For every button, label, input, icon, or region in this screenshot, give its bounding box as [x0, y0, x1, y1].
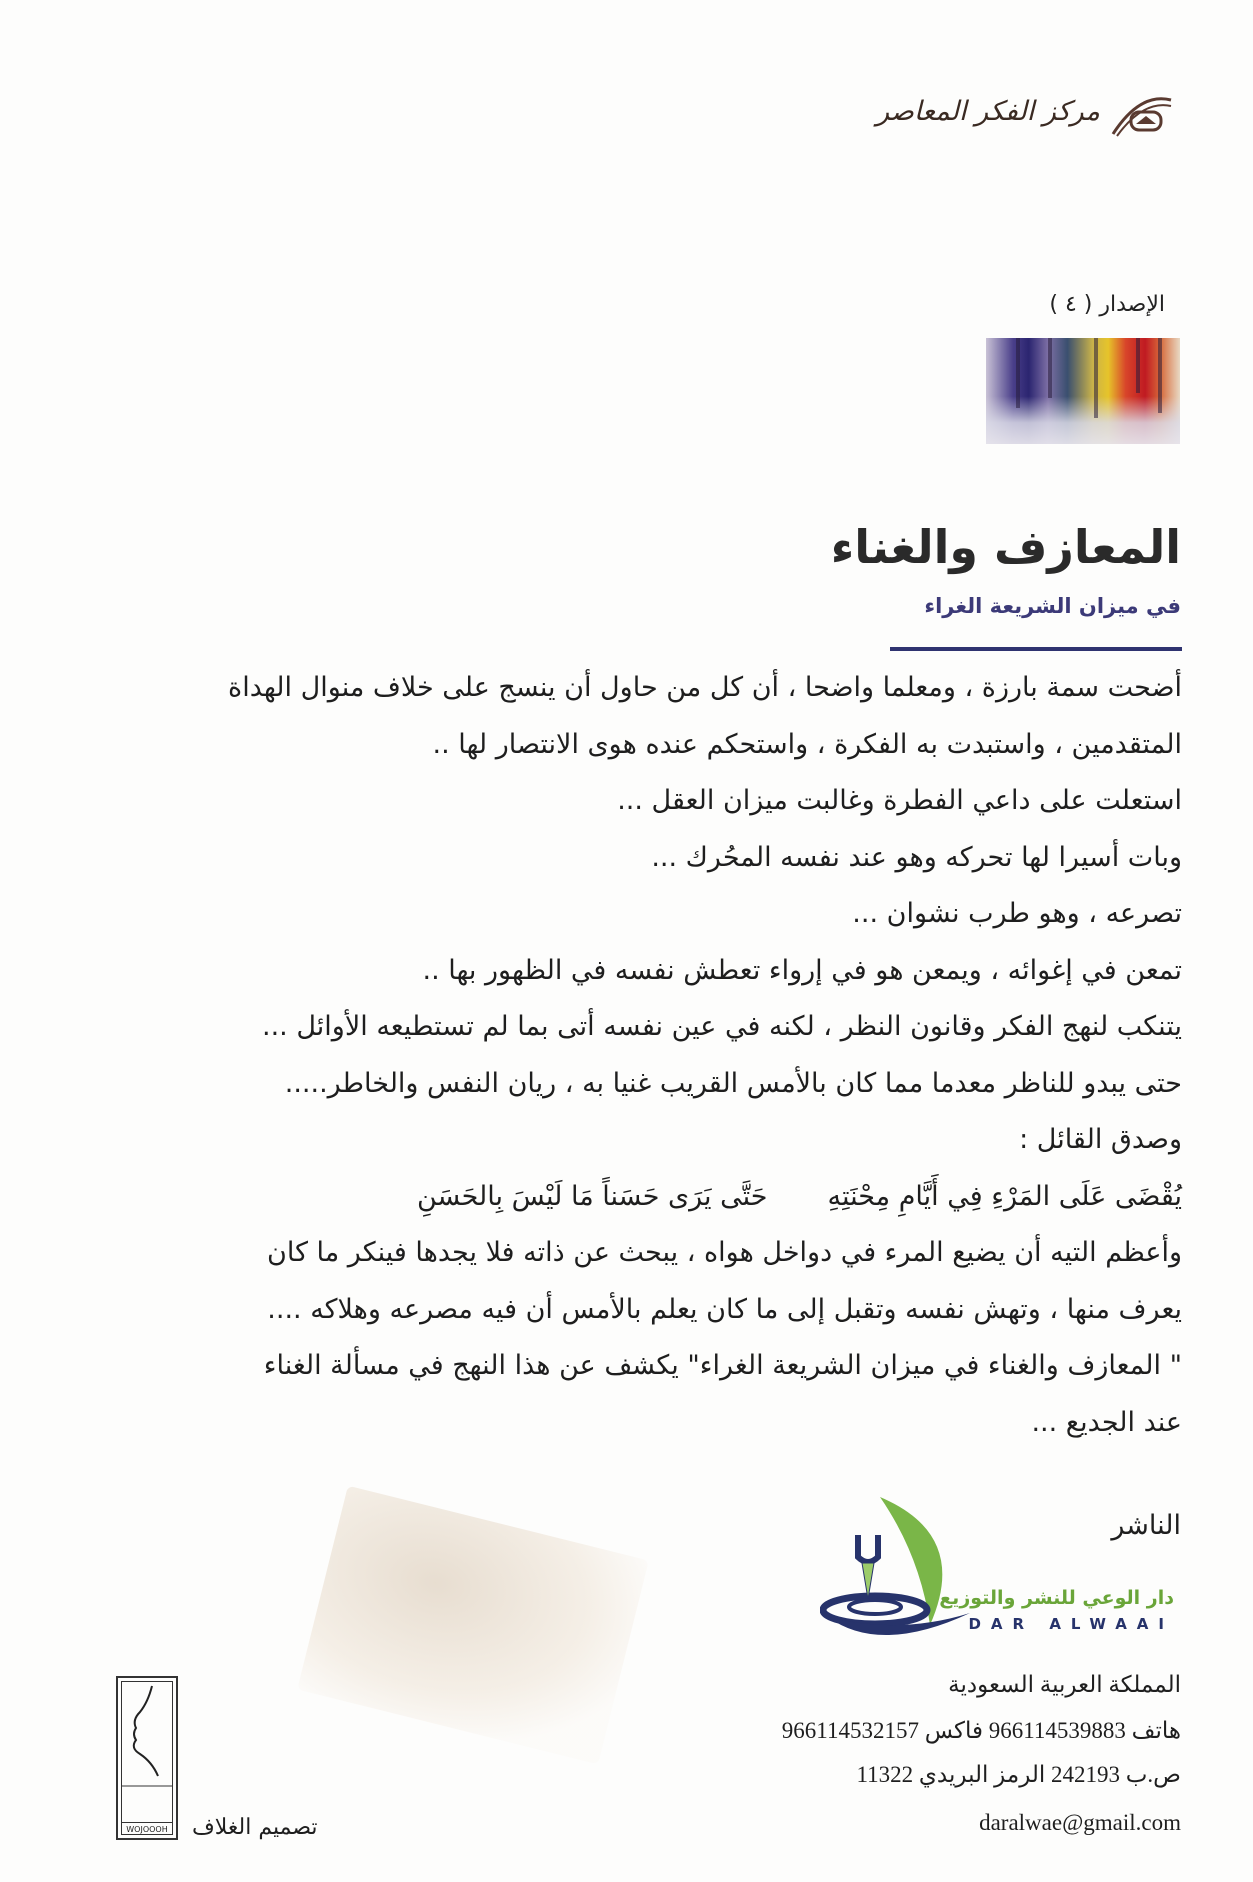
publisher-logo-latin: DAR ALWAAI	[968, 1615, 1174, 1633]
poetry-verse	[278, 1177, 1182, 1234]
blurb-line: أضحت سمة بارزة ، ومعلما واضحا ، أن كل من حاول أن ينسج على خلاف منوال الهداة	[228, 672, 1182, 703]
pen-boat-icon	[820, 1495, 980, 1643]
blurb-line: عند الجديع ...	[1031, 1406, 1182, 1438]
verse-first-hemistich: يُقْضَى عَلَى المَرْءِ فِي أَيَّامِ مِحْنَتِهِ	[827, 1180, 1182, 1212]
blurb-line: حتى يبدو للناظر معدما مما كان بالأمس القريب غنيا به ، ريان النفس والخاطر.....	[284, 1067, 1182, 1099]
blurb-line: وصدق القائل :	[1019, 1124, 1182, 1155]
center-logo-text: مركز الفكر المعاصر	[876, 96, 1100, 127]
center-logo	[876, 92, 1175, 144]
blurb-line: تصرعه ، وهو طرب نشوان ...	[852, 898, 1182, 929]
cover-design-label: تصميم الغلاف	[192, 1815, 318, 1840]
edition-label: الإصدار ( ٤ )	[1049, 292, 1165, 317]
blurb-line: المتقدمين ، واستبدت به الفكرة ، واستحكم عنده هوى الانتصار لها ..	[432, 728, 1182, 760]
publisher-logo-arabic: دار الوعي للنشر والتوزيع	[939, 1587, 1174, 1609]
title-divider	[890, 647, 1182, 651]
paper-stain	[297, 1486, 649, 1765]
face-profile-icon	[118, 1682, 176, 1792]
blurb-line: يعرف منها ، وتهش نفسه وتقبل إلى ما كان يعلم بالأمس أن فيه مصرعه وهلاكه ....	[267, 1293, 1182, 1325]
publisher-email: daralwae@gmail.com	[979, 1810, 1181, 1835]
publisher-po-box: ص.ب 242193 الرمز البريدي 11322	[856, 1762, 1181, 1787]
blurb-line: " المعازف والغناء في ميزان الشريعة الغراء" يكشف عن هذا النهج في مسألة الغناء	[263, 1350, 1182, 1381]
blurb-line: وأعظم التيه أن يضيع المرء في دواخل هواه ، يبحث عن ذاته فلا يجدها فينكر ما كان	[267, 1237, 1182, 1268]
designer-logo-brand: WOJOOOH	[121, 1822, 173, 1834]
designer-logo	[116, 1676, 178, 1840]
verse-second-hemistich: حَتَّى يَرَى حَسَناً مَا لَيْسَ بِالحَسَنِ	[416, 1180, 768, 1212]
book-subtitle: في ميزان الشريعة الغراء	[924, 594, 1181, 618]
cover-painting	[986, 338, 1180, 444]
blurb-line: استعلت على داعي الفطرة وغالبت ميزان العقل ...	[617, 785, 1182, 816]
blurb	[228, 668, 1182, 1459]
publisher-label: الناشر	[1111, 1510, 1181, 1541]
blurb-line: يتنكب لنهج الفكر وقانون النظر ، لكنه في عين نفسه أتى بما لم تستطيعه الأوائل ...	[262, 1011, 1182, 1042]
blurb-line: وبات أسيرا لها تحركه وهو عند نفسه المحُرك ...	[651, 841, 1182, 873]
publisher-logo	[820, 1495, 1180, 1643]
publisher-phone-fax: هاتف 966114539883 فاكس 966114532157	[781, 1718, 1181, 1743]
blurb-line: تمعن في إغوائه ، ويمعن هو في إرواء تعطش نفسه في الظهور بها ..	[422, 954, 1182, 986]
book-arc-icon	[1105, 92, 1175, 142]
publisher-country: المملكة العربية السعودية	[948, 1672, 1181, 1697]
book-title: المعازف والغناء	[830, 520, 1181, 574]
